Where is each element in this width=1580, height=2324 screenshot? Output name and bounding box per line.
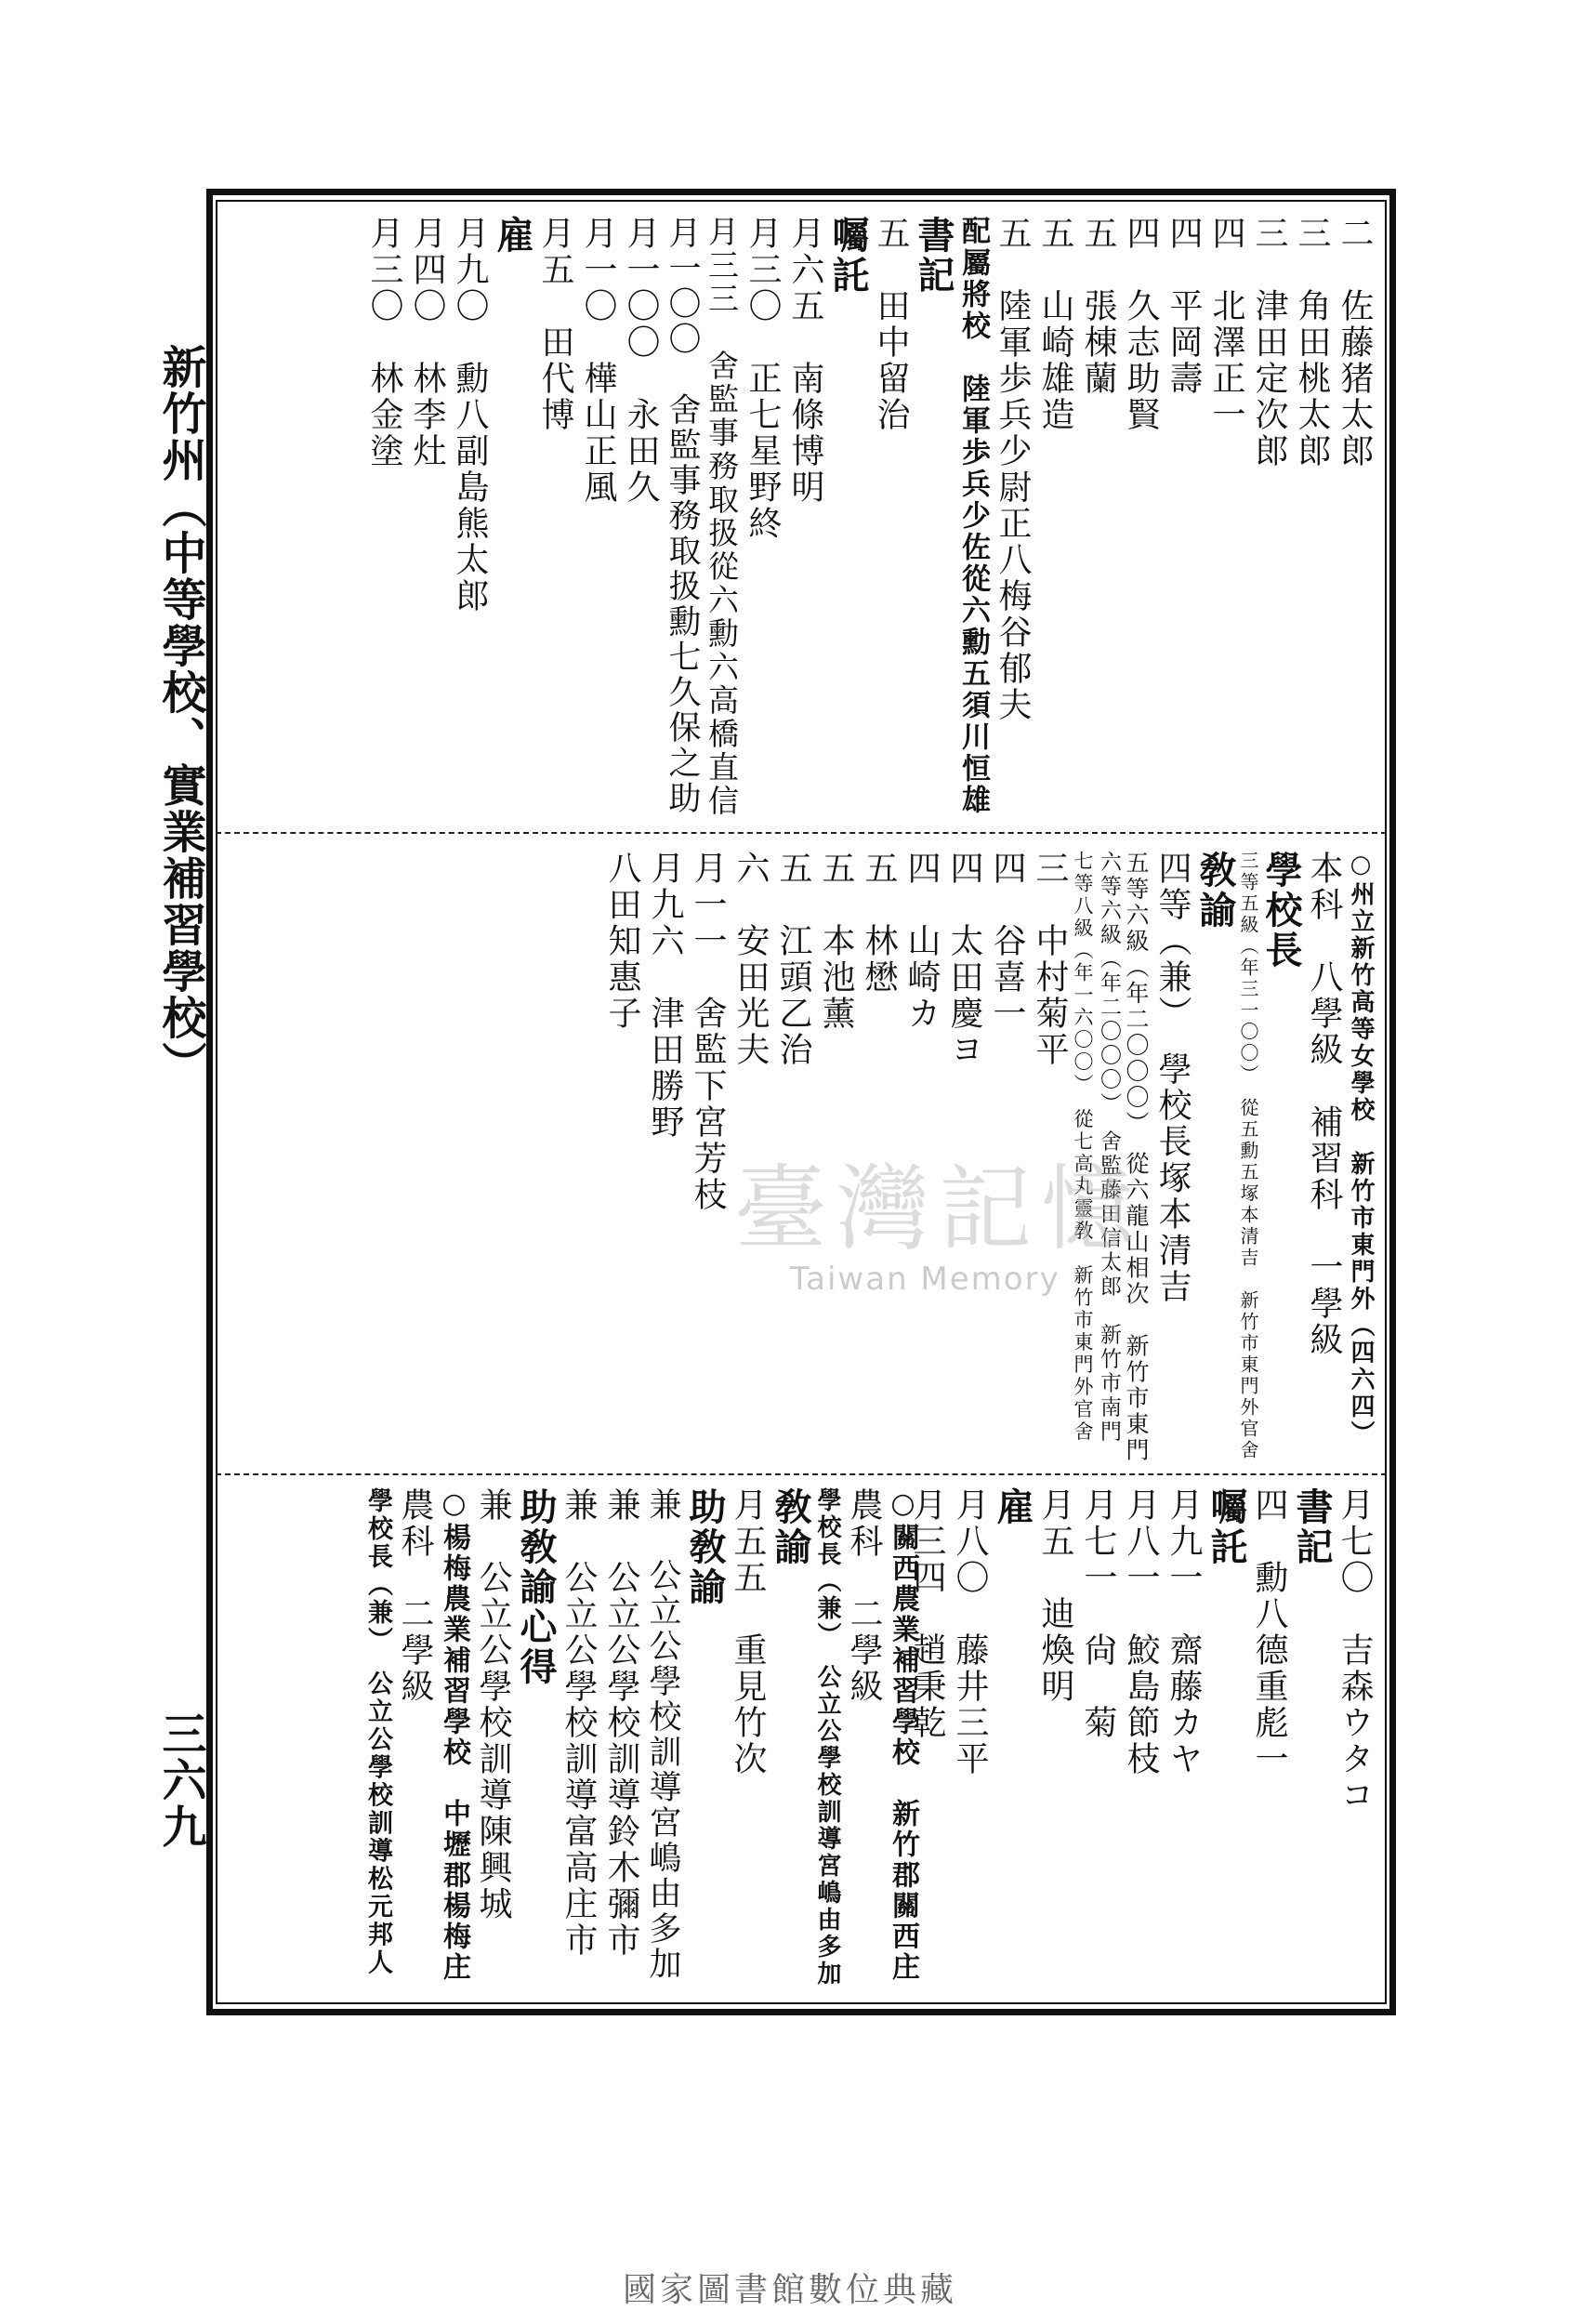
entry: 二 佐藤猪太郎 [1336,216,1374,469]
heading: 敎諭 [1193,851,1237,931]
heading: 配屬將校 陸軍歩兵少佐從六勳五須川恒雄 [956,216,990,816]
entry: 兼 公立公學校訓導富高庄市 [560,1487,598,1959]
school-heading: ○州立新竹高等女學校 新竹市東門外（四六四） [1347,851,1375,1447]
entry: 六等六級（年二〇〇〇） 舍監藤田信太郎 新竹市南門 [1097,851,1121,1445]
school-heading: ○關西農業補習學校 新竹郡關西庄 [887,1487,919,1983]
entry: 四 平岡壽 [1165,216,1203,397]
heading: 書記 [1290,1487,1334,1567]
entry: 月一〇 樺山正風 [579,216,617,506]
entry: 月六五 南條博明 [786,216,824,506]
entry: 四 山崎カ [902,851,941,1032]
entry: 月五 田代博 [536,216,574,433]
entry: 兼 公立公學校訓導宮嶋由多加 [644,1487,681,1982]
entry: 四 勳八德重彪一 [1250,1487,1288,1777]
heading: 雇 [491,216,534,256]
entry: 五 林懋 [860,851,898,996]
heading: 敎諭 [769,1487,812,1567]
school-heading: ○楊梅農業補習學校 中壢郡楊梅庄 [438,1487,470,1983]
entry: 三等五級（年三一〇〇） 從五勳五塚本清吉 新竹市東門外官舍 [1237,851,1259,1461]
entry: 月九〇 勳八副島熊太郎 [451,216,489,614]
entry: 四 太田慶ヨ [945,851,983,1068]
entry: 月三四 趙秉乾 [908,1487,946,1741]
entry: 月一一 舍監下宮芳枝 [689,851,727,1213]
watermark-sub: Taiwan Memory [790,1261,1060,1298]
entry: 六 安田光夫 [731,851,770,1068]
entry: 月八一 鮫島節枝 [1122,1487,1160,1777]
heading: 助敎諭心得 [514,1487,558,1687]
top-section [232,216,1376,820]
entry: 五 陸軍歩兵少尉正八梅谷郁夫 [994,216,1032,723]
entry: 五 張棟蘭 [1079,216,1117,397]
entry: 月五 迪煥明 [1036,1487,1074,1705]
entry: 農科 二學級 [845,1487,883,1705]
entry: 三 津田定次郎 [1250,216,1288,469]
watermark [734,1134,1255,1298]
entry: 月一〇〇 永田久 [622,216,660,506]
heading: 書記 [912,216,955,296]
entry: 農科 二學級 [396,1487,434,1705]
entry: 五 田中留治 [872,216,910,433]
entry: 八田知惠子 [603,851,641,1032]
entry: 四 久志助賢 [1122,216,1160,433]
entry: 月五五 重見竹次 [729,1487,767,1777]
entry: 七等八級（年一六〇〇） 從七高丸靈敎 新竹市東門外官舍 [1072,851,1094,1444]
divider-lower [216,1473,1387,1475]
entry: 四等（兼） 學校長塚本清吉 [1153,851,1192,1305]
entry: 五等六級（年二〇〇〇） 從六龍山相次 新竹市東門 [1123,851,1150,1464]
entry: 五 山崎雄造 [1036,216,1074,433]
entry: 月八〇 藤井三平 [951,1487,989,1777]
heading: 學校長 [1259,851,1303,971]
entry: 四 谷喜一 [988,851,1026,1032]
entry: 四 北澤正一 [1207,216,1245,433]
watermark-text: 臺灣記憶 [734,1155,1143,1263]
entry: 兼 公立公學校訓導陳興城 [474,1487,512,1922]
page-number: 三六九 [154,1710,206,1850]
entry: 五 江頭乙治 [774,851,812,1068]
entry: 月三三 舍監事務取扱從六勳六高橋直信 [704,216,740,818]
entry: 月七一 尙 菊 [1079,1487,1117,1741]
heading: 助敎諭 [683,1487,727,1607]
heading: 學校長（兼） 公立公學校訓導松元邦人 [363,1487,392,1977]
heading: 雇 [991,1487,1034,1527]
entry: 月四〇 林李灶 [408,216,446,469]
heading: 囑託 [1205,1487,1248,1567]
entry: 五 本池薰 [817,851,855,1032]
bottom-right-section [908,1487,1376,1989]
entry: 月九六 津田勝野 [646,851,684,1141]
divider-upper [216,832,1387,834]
entry: 本科 八學級 補習科 一學級 [1305,851,1343,1358]
entry: 兼 公立公學校訓導鈴木彌市 [602,1487,640,1959]
heading: 學校長（兼） 公立公學校訓導宮嶋由多加 [813,1487,841,1987]
heading: 囑託 [826,216,870,296]
entry: 月九一 齋藤カヤ [1165,1487,1203,1777]
bottom-left-section [232,1487,920,1989]
entry: 月一〇〇 舍監事務取扱勳七久保之助 [664,216,701,816]
entry: 三 角田桃太郎 [1293,216,1331,469]
left-margin-title: 新竹州（中等學校、實業補習學校） [154,344,206,1088]
footer-credit: 國家圖書館數位典藏 [622,2271,957,2309]
entry: 月七〇 吉森ウタコ [1336,1487,1374,1814]
entry: 三 中村菊平 [1031,851,1069,1068]
entry: 月三〇 林金塗 [365,216,403,469]
entry: 月三〇 正七星野終 [744,216,782,542]
